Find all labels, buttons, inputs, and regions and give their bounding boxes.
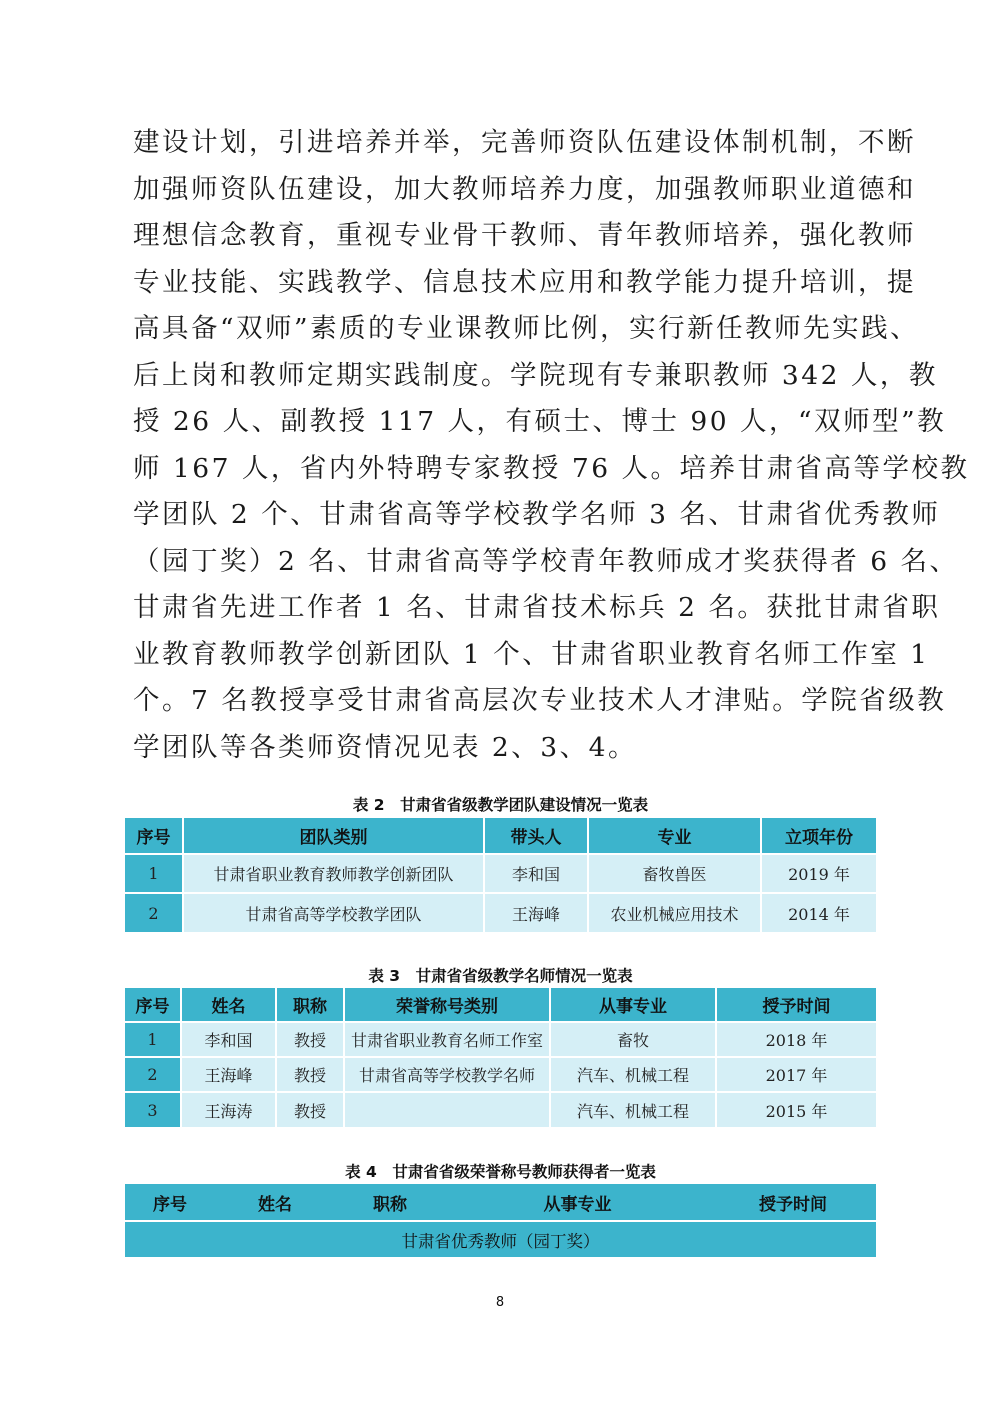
- table-cell: 王海涛: [181, 1092, 276, 1127]
- table3-header-cell: 荣誉称号类别: [344, 988, 550, 1022]
- paragraph-line: 建设计划，引进培养并举，完善师资队伍建设体制机制，不断: [133, 127, 916, 158]
- table-cell: 汽车、机械工程: [550, 1057, 716, 1092]
- table-cell: 王海峰: [181, 1057, 276, 1092]
- table-row: [125, 893, 876, 932]
- table2-header-cell: 带头人: [484, 818, 588, 854]
- table-cell: 3: [125, 1092, 181, 1127]
- table2-header-cell: 团队类别: [183, 818, 484, 854]
- table-cell: 1: [125, 1022, 181, 1057]
- paragraph-line: 个。7 名教授享受甘肃省高层次专业技术人才津贴。学院省级教: [133, 685, 947, 716]
- table4-header-row: [125, 1184, 876, 1221]
- table-cell: 教授: [276, 1057, 344, 1092]
- table-cell: 2018 年: [716, 1022, 876, 1057]
- table-cell: [344, 1092, 550, 1127]
- table-cell: 甘肃省高等学校教学团队: [183, 893, 484, 932]
- table3-header-row: [125, 988, 876, 1022]
- table4-section-label: 甘肃省优秀教师（园丁奖）: [125, 1221, 876, 1257]
- paragraph-line: 专业技能、实践教学、信息技术应用和教学能力提升培训，提: [133, 266, 916, 298]
- table2: [125, 818, 876, 932]
- table-cell: 甘肃省高等学校教学名师: [344, 1057, 550, 1092]
- table4-header-cell: 姓名: [215, 1184, 335, 1221]
- table-cell: 李和国: [484, 854, 588, 893]
- table-cell: 农业机械应用技术: [588, 893, 761, 932]
- table2-header-row: [125, 818, 876, 854]
- table2-header-cell: 序号: [125, 818, 183, 854]
- table4-caption: 表 4 甘肃省省级荣誉称号教师获得者一览表: [345, 1163, 656, 1181]
- paragraph-line: （园丁奖）2 名、甘肃省高等学校青年教师成才奖获得者 6 名、: [133, 545, 959, 577]
- table-cell: 李和国: [181, 1022, 276, 1057]
- table-row: [125, 1022, 876, 1057]
- paragraph-line: 业教育教师教学创新团队 1 个、甘肃省职业教育名师工作室 1: [133, 638, 930, 670]
- table-cell: 教授: [276, 1092, 344, 1127]
- table-cell: 甘肃省职业教育名师工作室: [344, 1022, 550, 1057]
- table-cell: 1: [125, 854, 183, 893]
- table-cell: 2019 年: [761, 854, 876, 893]
- table-cell: 王海峰: [484, 893, 588, 932]
- paragraph-line: 理想信念教育，重视专业骨干教师、青年教师培养，强化教师: [133, 220, 916, 251]
- table4-header-cell: 从事专业: [445, 1184, 710, 1221]
- table-cell: 甘肃省职业教育教师教学创新团队: [183, 854, 484, 893]
- paragraph-line: 学团队 2 个、甘肃省高等学校教学名师 3 名、甘肃省优秀教师: [133, 499, 941, 530]
- table3: [125, 988, 876, 1127]
- paragraph-line: 师 167 人，省内外特聘专家教授 76 人。培养甘肃省高等学校教: [133, 452, 970, 484]
- table2-header-cell: 立项年份: [761, 818, 876, 854]
- table4-header-cell: 序号: [125, 1184, 215, 1221]
- table3-header-cell: 授予时间: [716, 988, 876, 1022]
- table-cell: 2015 年: [716, 1092, 876, 1127]
- paragraph-line: 甘肃省先进工作者 1 名、甘肃省技术标兵 2 名。获批甘肃省职: [133, 592, 941, 623]
- table-cell: 畜牧: [550, 1022, 716, 1057]
- table3-caption: 表 3 甘肃省省级教学名师情况一览表: [368, 967, 633, 985]
- table-row: [125, 1057, 876, 1092]
- table3-header-cell: 职称: [276, 988, 344, 1022]
- table3-header-cell: 从事专业: [550, 988, 716, 1022]
- table4: [125, 1184, 876, 1257]
- table-cell: 2017 年: [716, 1057, 876, 1092]
- paragraph-line: 授 26 人、副教授 117 人，有硕士、博士 90 人，“双师型”教: [133, 406, 947, 437]
- table-cell: 2: [125, 1057, 181, 1092]
- table3-header-cell: 姓名: [181, 988, 276, 1022]
- table-row: [125, 854, 876, 893]
- paragraph-line: 后上岗和教师定期实践制度。学院现有专兼职教师 342 人，教: [133, 359, 938, 391]
- paragraph-line: 学团队等各类师资情况见表 2、3、4。: [133, 731, 638, 763]
- table-row: [125, 1092, 876, 1127]
- table-cell: 汽车、机械工程: [550, 1092, 716, 1127]
- paragraph-line: 高具备“双师”素质的专业课教师比例，实行新任教师先实践、: [133, 313, 920, 344]
- table2-header-cell: 专业: [588, 818, 761, 854]
- table-cell: 畜牧兽医: [588, 854, 761, 893]
- table4-header-cell: 职称: [335, 1184, 445, 1221]
- table-cell: 教授: [276, 1022, 344, 1057]
- table-cell: 2014 年: [761, 893, 876, 932]
- page-number: 8: [495, 1295, 505, 1310]
- table4-section-row: [125, 1221, 876, 1257]
- table2-caption: 表 2 甘肃省省级教学团队建设情况一览表: [352, 796, 649, 814]
- paragraph-line: 加强师资队伍建设，加大教师培养力度，加强教师职业道德和: [133, 173, 916, 205]
- table-cell: 2: [125, 893, 183, 932]
- table3-header-cell: 序号: [125, 988, 181, 1022]
- body-paragraph: [133, 120, 970, 771]
- table4-header-cell: 授予时间: [710, 1184, 876, 1221]
